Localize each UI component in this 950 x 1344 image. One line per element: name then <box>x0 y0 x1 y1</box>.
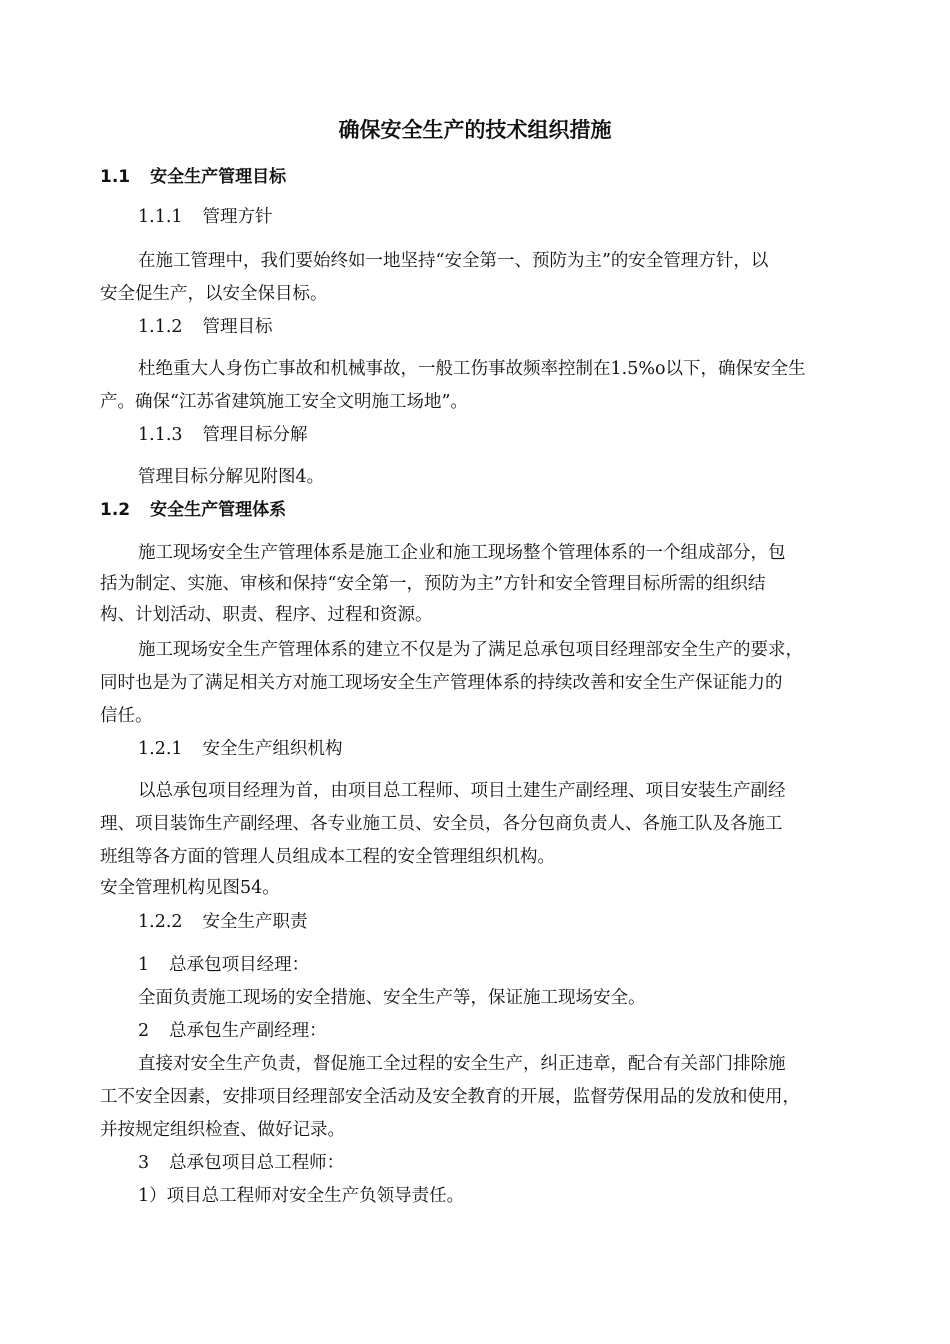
paragraph-line: 直接对安全生产负责，督促施工全过程的安全生产，纠正违章，配合有关部门排除施 <box>138 1054 786 1074</box>
subsection-heading-1-2-2 <box>138 910 898 934</box>
subsection-heading-1-1-2 <box>138 315 898 339</box>
role-heading-2 <box>138 1019 898 1043</box>
paragraph-line: 施工现场安全生产管理体系是施工企业和施工现场整个管理体系的一个组成部分，包 <box>138 543 786 563</box>
subsection-title: 管理方针 <box>202 207 273 227</box>
paragraph-line: 班组等各方面的管理人员组成本工程的安全管理组织机构。 <box>100 847 555 867</box>
paragraph-line: 全面负责施工现场的安全措施、安全生产等，保证施工现场安全。 <box>138 988 646 1008</box>
section-heading-1-1 <box>100 165 860 189</box>
paragraph-line: 以总承包项目经理为首，由项目总工程师、项目土建生产副经理、项目安装生产副经 <box>138 781 786 801</box>
paragraph-line: 构、计划活动、职责、程序、过程和资源。 <box>100 605 433 625</box>
role-heading-3 <box>138 1151 898 1175</box>
subsection-number: 1.1.1 <box>138 207 183 227</box>
subsection-title: 安全生产组织机构 <box>202 739 343 759</box>
paragraph-line: 1）项目总工程师对安全生产负领导责任。 <box>138 1186 465 1206</box>
paragraph-line: 在施工管理中，我们要始终如一地坚持“安全第一、预防为主”的安全管理方针，以 <box>138 251 769 271</box>
subsection-number: 1.1.2 <box>138 317 183 337</box>
section-title: 安全生产管理目标 <box>150 167 287 187</box>
paragraph-line: 同时也是为了满足相关方对施工现场安全生产管理体系的持续改善和安全生产保证能力的 <box>100 673 783 693</box>
paragraph-line: 安全促生产，以安全保目标。 <box>100 284 328 304</box>
paragraph-line: 管理目标分解见附图4。 <box>138 467 325 487</box>
subsection-title: 管理目标 <box>202 317 273 337</box>
role-number: 3 <box>138 1153 150 1173</box>
subsection-heading-1-1-1 <box>138 205 898 229</box>
paragraph-line: 杜绝重大人身伤亡事故和机械事故，一般工伤事故频率控制在1.5%o以下，确保安全生 <box>138 359 806 379</box>
paragraph-line: 理、项目装饰生产副经理、各专业施工员、安全员，各分包商负责人、各施工队及各施工 <box>100 814 783 834</box>
subsection-heading-1-2-1 <box>138 737 898 761</box>
section-number: 1.2 <box>100 500 131 520</box>
document-title: 确保安全生产的技术组织措施 <box>338 118 612 142</box>
paragraph-line: 施工现场安全生产管理体系的建立不仅是为了满足总承包项目经理部安全生产的要求， <box>138 640 803 660</box>
paragraph-line: 信任。 <box>100 706 153 726</box>
role-title: 总承包项目经理： <box>169 955 310 975</box>
section-title: 安全生产管理体系 <box>150 500 287 520</box>
subsection-number: 1.2.2 <box>138 912 183 932</box>
role-number: 1 <box>138 955 150 975</box>
paragraph-line: 安全管理机构见图54。 <box>100 878 280 898</box>
subsection-number: 1.1.3 <box>138 425 183 445</box>
section-heading-1-2 <box>100 498 860 522</box>
paragraph-line: 工不安全因素，安排项目经理部安全活动及安全教育的开展，监督劳保用品的发放和使用， <box>100 1087 800 1107</box>
role-number: 2 <box>138 1021 150 1041</box>
role-title: 总承包项目总工程师： <box>169 1153 345 1173</box>
paragraph-line: 产。确保“江苏省建筑施工安全文明施工场地”。 <box>100 392 468 412</box>
role-title: 总承包生产副经理： <box>169 1021 327 1041</box>
paragraph-line: 并按规定组织检查、做好记录。 <box>100 1120 345 1140</box>
subsection-heading-1-1-3 <box>138 423 898 447</box>
section-number: 1.1 <box>100 167 131 187</box>
subsection-title: 管理目标分解 <box>202 425 308 445</box>
subsection-number: 1.2.1 <box>138 739 183 759</box>
subsection-title: 安全生产职责 <box>202 912 308 932</box>
paragraph-line: 括为制定、实施、审核和保持“安全第一，预防为主”方针和安全管理目标所需的组织结 <box>100 574 766 594</box>
role-heading-1 <box>138 953 898 977</box>
